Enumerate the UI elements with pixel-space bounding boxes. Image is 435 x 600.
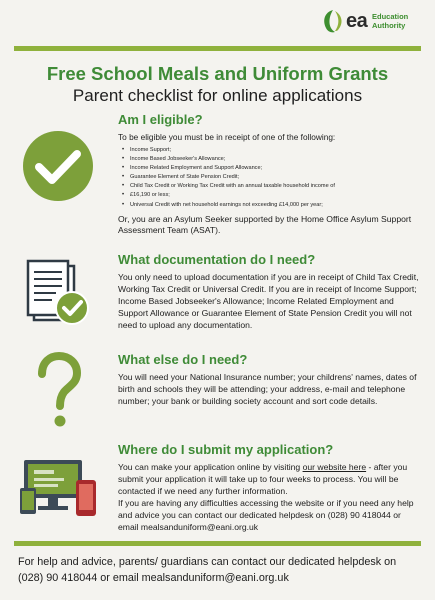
checkmark-circle-icon (22, 130, 94, 202)
eligibility-item-continued: • £16,190 or less; (130, 191, 422, 200)
top-rule (14, 46, 421, 51)
logo-mark: ea (346, 10, 368, 32)
documentation-body: You only need to upload documentation if you are in receipt of Child Tax Credit, Working Tax Credit or Universal Credit. If you are in receipt of Income Support; Income Based Jobseeker's Allowance; Income Related Employment and Support Allowance or Guarantee Element of State Pension Credit you will not need to upload any documentation. (118, 272, 419, 330)
submit-body-post: - after you submit your application it will take up to four weeks to process. You will be contacted if we need any further information. (118, 462, 408, 496)
section-what-else (118, 352, 422, 407)
logo-swoosh-icon (320, 8, 346, 34)
bottom-rule (14, 541, 421, 546)
page-subtitle: Parent checklist for online applications (72, 86, 363, 105)
eligibility-item: • Child Tax Credit or Working Tax Credit with an annual taxable household income of (130, 182, 422, 191)
asylum-note: Or, you are an Asylum Seeker supported by the Home Office Asylum Support Assessment Team (ASAT). (118, 213, 412, 236)
footer-helpdesk: For help and advice, parents/ guardians can contact our dedicated helpdesk on (028) 90 418044 or email mealsanduniform@eani.org.uk (18, 556, 397, 584)
documentation-heading: What documentation do I need? (118, 252, 316, 267)
question-mark-icon (34, 352, 84, 432)
eligibility-item: • Universal Credit with net household earnings not exceeding £14,000 per year; (130, 201, 422, 210)
eligibility-heading: Am I eligible? (118, 112, 203, 127)
section-documentation (118, 252, 422, 331)
website-link[interactable]: our website here (302, 462, 367, 472)
page-title: Free School Meals and Uniform Grants (46, 63, 389, 84)
logo-text-line1: Education (372, 12, 409, 21)
section-submit (118, 442, 422, 533)
section-eligibility (118, 112, 422, 237)
document-check-icon (24, 258, 94, 330)
submit-body-pre: You can make your application online by visiting (118, 462, 303, 472)
what-else-heading: What else do I need? (118, 352, 248, 367)
eligibility-intro: To be eligible you must be in receipt of one of the following: (118, 132, 336, 142)
eligibility-item: • Guarantee Element of State Pension Credit; (130, 173, 422, 182)
eligibility-list (118, 146, 422, 210)
submit-body (118, 461, 422, 497)
devices-icon (20, 458, 100, 520)
logo-text-line2: Authority (372, 21, 406, 30)
submit-heading: Where do I submit my application? (118, 442, 334, 457)
eligibility-item: • Income Based Jobseeker's Allowance; (130, 155, 422, 164)
what-else-body: You will need your National Insurance number; your childrens' names, dates of birth and schools they will be attending; your address, e-mail and telephone number; your bank or building society account and sort code details. (118, 372, 417, 406)
eligibility-item: • Income Support; (130, 146, 422, 155)
submit-help: If you are having any difficulties accessing the website or if you need any help and advice you can contact our dedicated helpdesk on (028) 90 418044 or email mealsanduniform@eani.org.uk (118, 498, 414, 532)
logo-text (372, 12, 408, 30)
ea-logo (320, 8, 430, 36)
eligibility-item: • Income Related Employment and Support Allowance; (130, 164, 422, 173)
